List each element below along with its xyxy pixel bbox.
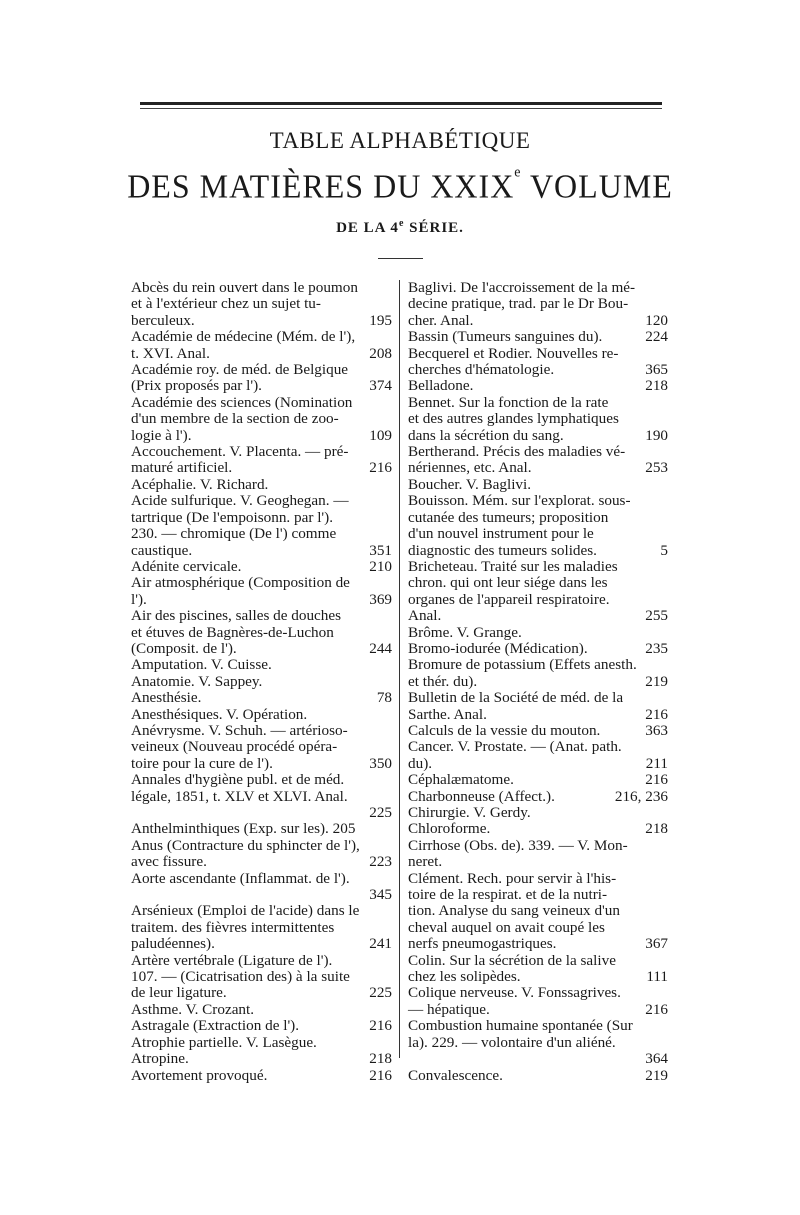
index-line: 216 maturé artificiel.	[131, 459, 392, 477]
index-line: d'un nouvel instrument pour le	[408, 525, 594, 543]
index-line: 211 du).	[408, 754, 668, 772]
index-line: 218 Belladone.	[408, 377, 668, 395]
index-line: et des autres glandes lymphatiques	[408, 410, 619, 428]
index-line: Anévrysme. V. Schuh. — artérioso-	[131, 721, 348, 739]
index-line: 216 Céphalæmatome.	[408, 771, 668, 789]
index-line: 109 logie à l').	[131, 426, 392, 444]
index-line: tion. Analyse du sang veineux d'un	[408, 902, 620, 920]
index-line: 365 cherches d'hématologie.	[408, 361, 668, 379]
index-line: Atrophie partielle. V. Lasègue.	[131, 1033, 317, 1051]
index-column-right	[408, 280, 668, 1084]
index-line: Colin. Sur la sécrétion de la salive	[408, 951, 616, 969]
index-line: 195 berculeux.	[131, 311, 392, 329]
index-line: 120 cher. Anal.	[408, 311, 668, 329]
index-line: Clément. Rech. pour servir à l'his-	[408, 869, 617, 887]
index-line: Annales d'hygiène publ. et de méd.	[131, 771, 345, 789]
index-line: Becquerel et Rodier. Nouvelles re-	[408, 344, 619, 362]
index-line: 223 avec fissure.	[131, 853, 392, 871]
index-line: Artère vertébrale (Ligature de l').	[131, 951, 333, 969]
index-line: decine pratique, trad. par le Dr Bou-	[408, 295, 629, 313]
index-line: Acide sulfurique. V. Geoghegan. —	[131, 492, 349, 510]
index-line: cheval auquel on avait coupé les	[408, 918, 605, 936]
index-line: Bricheteau. Traité sur les maladies	[408, 557, 618, 575]
index-line: Anus (Contracture du sphincter de l'),	[131, 836, 360, 854]
index-line: légale, 1851, t. XLV et XLVI. Anal.	[131, 787, 348, 805]
index-line: 350 toire pour la cure de l').	[131, 754, 392, 772]
index-line: 219 Convalescence.	[408, 1066, 668, 1084]
index-line: 351 caustique.	[131, 541, 392, 559]
index-line: Air des piscines, salles de douches	[131, 607, 342, 625]
index-line: Acéphalie. V. Richard.	[131, 475, 269, 493]
index-line: Bennet. Sur la fonction de la rate	[408, 393, 609, 411]
index-line: 244 (Composit. de l').	[131, 639, 392, 657]
index-line: 218 Atropine.	[131, 1050, 392, 1068]
top-rule-thin	[140, 108, 662, 109]
index-line: 241 paludéennes).	[131, 935, 392, 953]
index-line: Colique nerveuse. V. Fonssagrives.	[408, 984, 621, 1002]
index-line: Bouisson. Mém. sur l'explorat. sous-	[408, 492, 631, 510]
index-line: Bulletin de la Société de méd. de la	[408, 689, 624, 707]
index-line: 216 Astragale (Extraction de l').	[131, 1017, 392, 1035]
index-line: 218 Chloroforme.	[408, 820, 668, 838]
index-column-left	[131, 280, 392, 1084]
index-line: 208 t. XVI. Anal.	[131, 344, 392, 362]
index-line: Académie des sciences (Nomination	[131, 393, 353, 411]
index-line: 5 diagnostic des tumeurs solides.	[408, 541, 668, 559]
index-line: 111 chez les solipèdes.	[408, 968, 668, 986]
index-line: 345	[369, 886, 392, 904]
index-line: 369 l').	[131, 590, 392, 608]
index-line: 225	[369, 804, 392, 821]
index-line: 363 Calculs de la vessie du mouton.	[408, 721, 668, 739]
index-line: Anesthésiques. V. Opération.	[131, 705, 308, 723]
index-line: 219 et thér. du).	[408, 672, 668, 690]
index-line: Bromure de potassium (Effets anesth.	[408, 656, 637, 674]
index-line: 216 Sarthe. Anal.	[408, 705, 668, 723]
index-line: et étuves de Bagnères-de-Luchon	[131, 623, 334, 641]
index-line: Anatomie. V. Sappey.	[131, 672, 263, 690]
page-title-line2: DES MATIÈRES DU XXIXe VOLUME	[127, 164, 673, 205]
index-line: Accouchement. V. Placenta. — pré-	[131, 443, 349, 461]
index-line: 78 Anesthésie.	[131, 689, 392, 707]
index-line: 225 de leur ligature.	[131, 984, 392, 1002]
index-line: toire de la respirat. et de la nutri-	[408, 886, 608, 904]
index-line: Brôme. V. Grange.	[408, 623, 522, 641]
index-line: 374 (Prix proposés par l').	[131, 377, 392, 395]
index-line: Boucher. V. Baglivi.	[408, 475, 532, 493]
index-line: Cirrhose (Obs. de). 339. — V. Mon-	[408, 836, 628, 854]
index-line: Anthelminthiques (Exp. sur les). 205	[131, 820, 356, 838]
index-line: tartrique (De l'empoisonn. par l').	[131, 508, 334, 526]
index-line: 216 — hépatique.	[408, 1000, 668, 1018]
index-line: neret.	[408, 853, 443, 871]
index-line: Baglivi. De l'accroissement de la mé-	[408, 279, 636, 296]
index-line: Académie de médecine (Mém. de l'),	[131, 328, 356, 346]
index-line: Bertherand. Précis des maladies vé-	[408, 443, 626, 461]
index-line: 364	[645, 1050, 668, 1068]
index-line: 255 Anal.	[408, 607, 668, 625]
index-line: cutanée des tumeurs; proposition	[408, 508, 609, 526]
page-title-line1: TABLE ALPHABÉTIQUE	[269, 128, 531, 153]
index-line: 253 nériennes, etc. Anal.	[408, 459, 668, 477]
title-separator	[378, 258, 423, 259]
index-line: Académie roy. de méd. de Belgique	[131, 361, 349, 379]
top-rule-thick	[140, 102, 662, 105]
index-line: chron. qui ont leur siége dans les	[408, 574, 608, 592]
index-line: 235 Bromo-iodurée (Médication).	[408, 639, 668, 657]
index-line: organes de l'appareil respiratoire.	[408, 590, 610, 608]
index-line: 230. — chromique (De l') comme	[131, 525, 337, 543]
index-line: Air atmosphérique (Composition de	[131, 574, 350, 592]
index-line: Chirurgie. V. Gerdy.	[408, 804, 531, 821]
index-line: 216 Avortement provoqué.	[131, 1066, 392, 1084]
index-line: Abcès du rein ouvert dans le poumon	[131, 279, 358, 296]
index-line: Asthme. V. Crozant.	[131, 1000, 255, 1018]
index-line: 190 dans la sécrétion du sang.	[408, 426, 668, 444]
column-divider	[399, 280, 400, 1058]
index-line: Aorte ascendante (Inflammat. de l').	[131, 869, 350, 887]
index-line: 216, 236 Charbonneuse (Affect.).	[408, 787, 668, 805]
index-line: veineux (Nouveau procédé opéra-	[131, 738, 338, 756]
index-line: Amputation. V. Cuisse.	[131, 656, 272, 674]
index-line: traitem. des fièvres intermittentes	[131, 918, 335, 936]
index-line: Combustion humaine spontanée (Sur	[408, 1017, 633, 1035]
page-subtitle: DE LA 4e SÉRIE.	[336, 218, 464, 236]
index-line: 367 nerfs pneumogastriques.	[408, 935, 668, 953]
index-line: d'un membre de la section de zoo-	[131, 410, 339, 428]
index-line: et à l'extérieur chez un sujet tu-	[131, 295, 321, 313]
index-line: Cancer. V. Prostate. — (Anat. path.	[408, 738, 622, 756]
index-line: 107. — (Cicatrisation des) à la suite	[131, 968, 350, 986]
index-line: 224 Bassin (Tumeurs sanguines du).	[408, 328, 668, 346]
index-line: la). 229. — volontaire d'un aliéné.	[408, 1033, 616, 1051]
index-line: Arsénieux (Emploi de l'acide) dans le	[131, 902, 360, 920]
index-line: 210 Adénite cervicale.	[131, 557, 392, 575]
